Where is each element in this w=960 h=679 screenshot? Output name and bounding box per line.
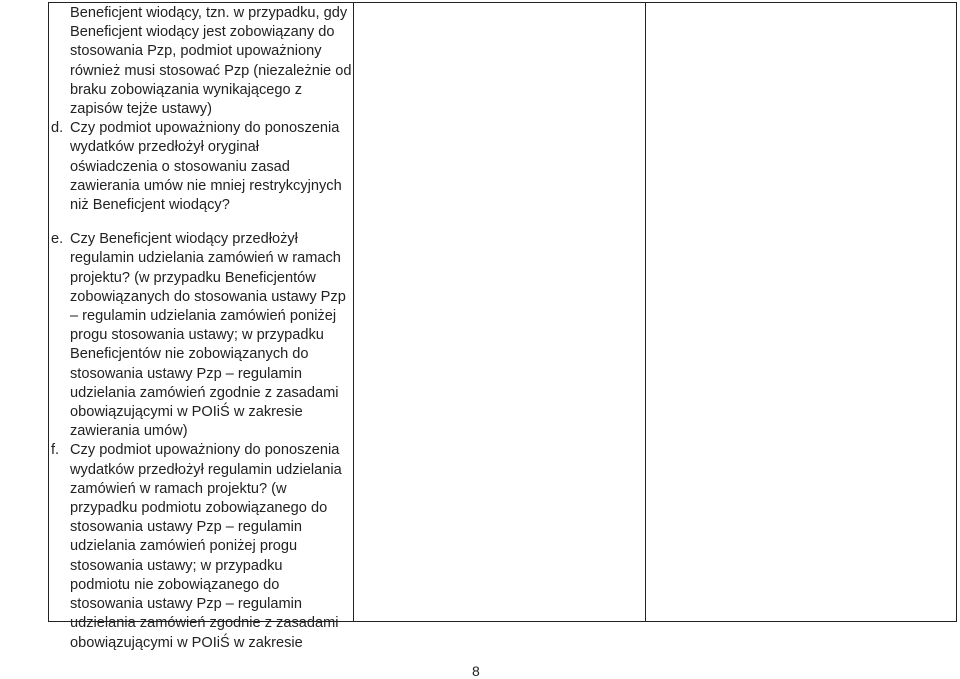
text-line: zamówień w ramach projektu? (w: [70, 480, 287, 497]
text-line: oświadczenia o stosowaniu zasad: [70, 158, 290, 175]
text-line: zawierania umów): [70, 423, 188, 440]
text-line: podmiotu nie zobowiązanego do: [70, 576, 280, 593]
text-line: Czy Beneficjent wiodący przedłożył: [70, 231, 298, 248]
text-line: progu stosowania ustawy; w przypadku: [70, 327, 324, 344]
text-line: projektu? (w przypadku Beneficjentów: [70, 269, 316, 286]
text-line: braku zobowiązania wynikającego z: [70, 81, 303, 98]
item-marker: f.: [51, 442, 60, 459]
text-line: stosowania ustawy Pzp – regulamin: [70, 596, 302, 613]
column-divider-1: [353, 3, 354, 621]
text-line: Beneficjent wiodący jest zobowiązany do: [70, 24, 335, 41]
intro-paragraph: [56, 4, 352, 119]
question-item-f: [51, 441, 348, 652]
question-item-d: [51, 119, 348, 215]
text-line: – regulamin udzielania zamówień poniżej: [70, 308, 337, 325]
page-number: 8: [472, 663, 480, 679]
text-line: zapisów tejże ustawy): [70, 101, 212, 118]
text-line: wydatków przedłożył regulamin udzielania: [70, 461, 342, 478]
text-line: regulamin udzielania zamówień w ramach: [70, 250, 341, 267]
text-line: również musi stosować Pzp (niezależnie od: [70, 62, 352, 79]
text-line: obowiązującymi w POIiŚ w zakresie: [70, 404, 303, 421]
text-line: Beneficjent wiodący, tzn. w przypadku, gdy: [70, 5, 348, 21]
text-line: zobowiązanych do stosowania ustawy Pzp: [70, 288, 346, 305]
text-line: udzielania zamówień zgodnie z zasadami: [70, 615, 339, 632]
text-line: udzielania zamówień poniżej progu: [70, 538, 298, 555]
text-line: stosowania Pzp, podmiot upoważniony: [70, 43, 322, 60]
column-divider-2: [645, 3, 646, 621]
text-line: zawierania umów nie mniej restrykcyjnych: [70, 177, 342, 194]
text-line: obowiązującymi w POIiŚ w zakresie: [70, 634, 303, 651]
question-cell: [51, 4, 352, 653]
text-line: Beneficjentów nie zobowiązanych do: [70, 346, 309, 363]
question-item-e: [51, 230, 348, 441]
item-marker: d.: [51, 120, 64, 137]
text-line: przypadku podmiotu zobowiązanego do: [70, 500, 328, 517]
spacer: [56, 215, 348, 230]
text-line: Czy podmiot upoważniony do ponoszenia: [70, 120, 340, 137]
text-line: stosowania ustawy; w przypadku: [70, 557, 283, 574]
text-line: stosowania ustawy Pzp – regulamin: [70, 365, 302, 382]
text-line: wydatków przedłożył oryginał: [70, 139, 259, 156]
text-line: stosowania ustawy Pzp – regulamin: [70, 519, 302, 536]
text-line: niż Beneficjent wiodący?: [70, 197, 230, 214]
text-line: Czy podmiot upoważniony do ponoszenia: [70, 442, 340, 459]
text-line: udzielania zamówień zgodnie z zasadami: [70, 384, 339, 401]
item-marker: e.: [51, 231, 64, 248]
